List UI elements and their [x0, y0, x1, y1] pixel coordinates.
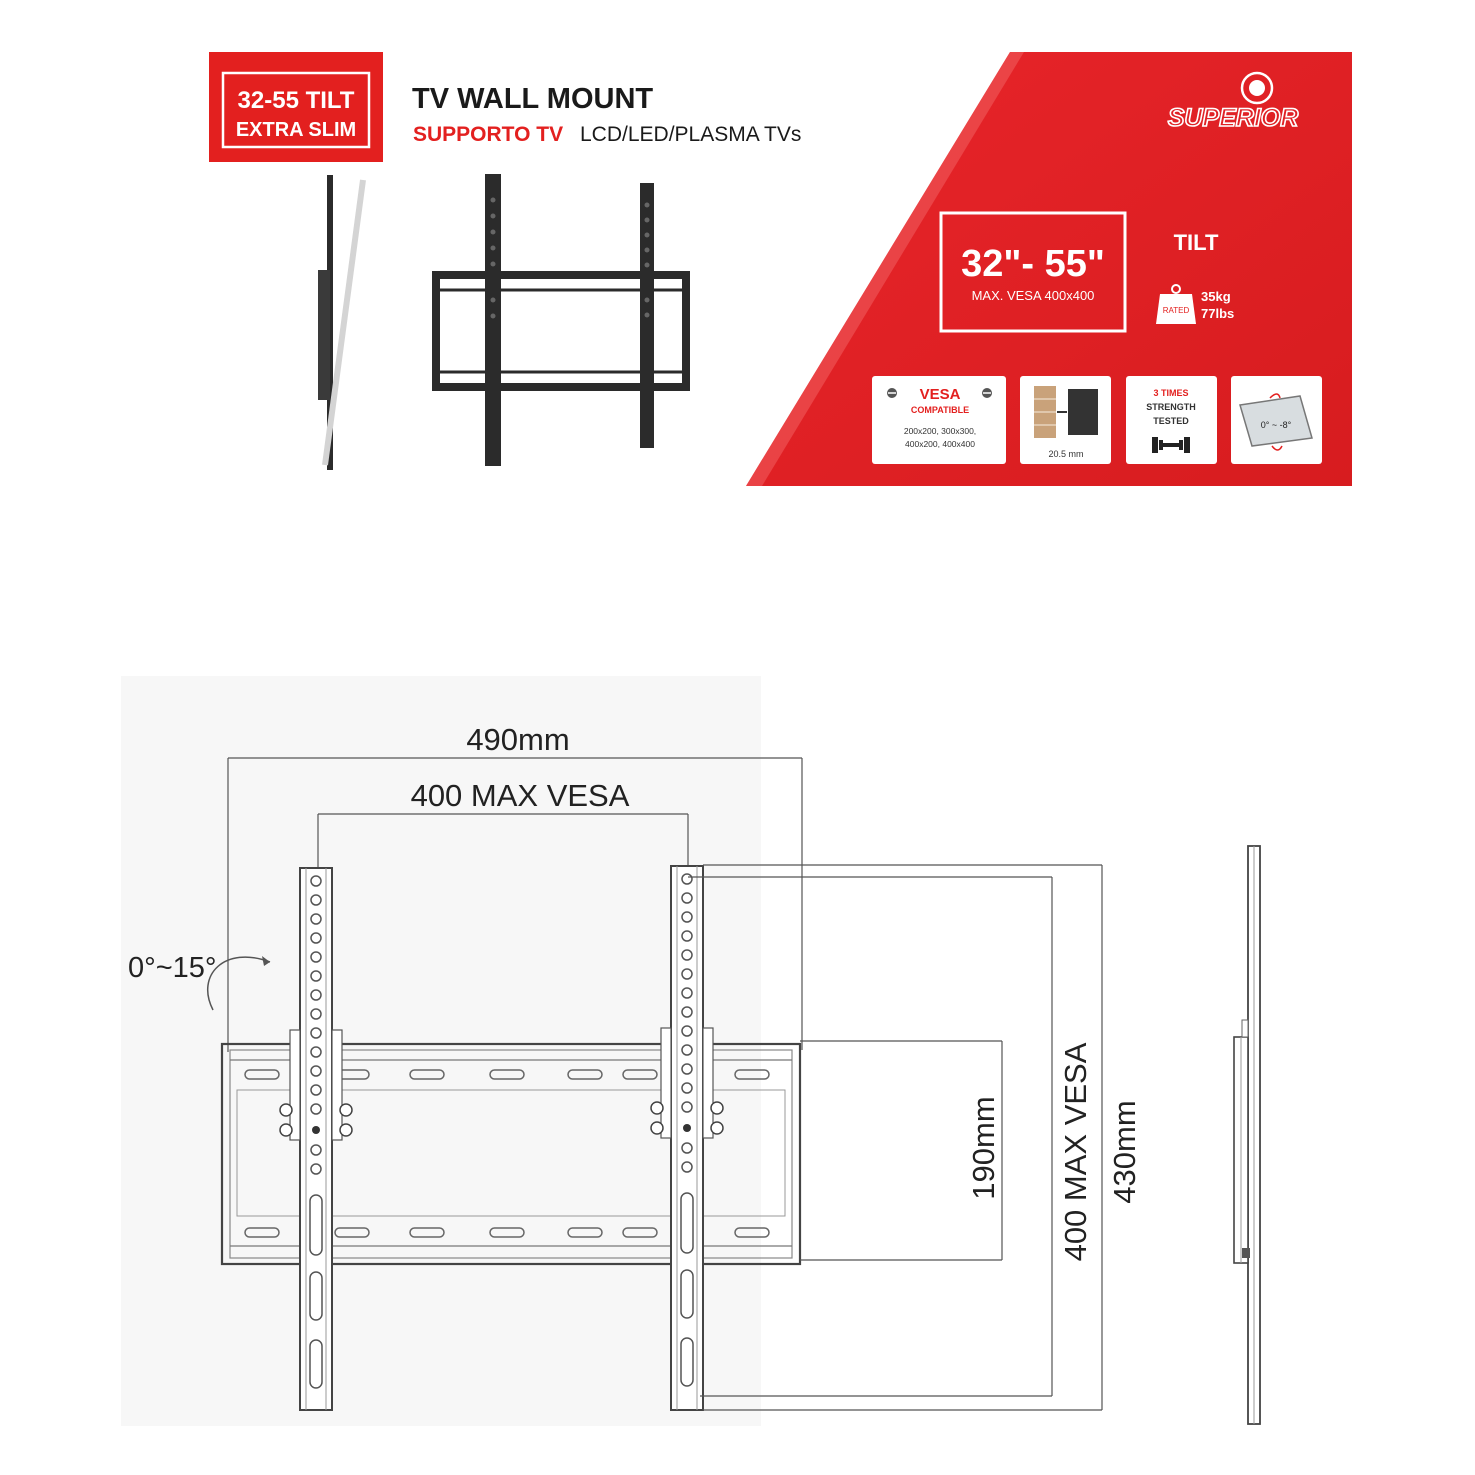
plate-height-label: 190mm	[966, 1096, 1001, 1200]
side-profile-image	[318, 175, 363, 470]
feature-card-profile	[1020, 376, 1111, 464]
badge-line1: 32-55 TILT	[237, 87, 355, 114]
strength-line1: 3 TIMES	[1153, 388, 1189, 398]
profile-depth: 20.5 mm	[1048, 449, 1084, 459]
vesa-width-label: 400 MAX VESA	[410, 778, 630, 813]
badge-line2: EXTRA SLIM	[235, 119, 357, 141]
screw-icon	[982, 388, 992, 398]
vesa-sizes-1: 200x200, 300x300,	[903, 426, 977, 436]
vesa-sizes-2: 400x200, 400x400	[905, 439, 975, 449]
product-badge	[209, 52, 383, 162]
max-vesa: MAX. VESA 400x400	[971, 288, 1095, 303]
brand-name: SUPERIOR	[1167, 104, 1299, 132]
banner	[209, 52, 1352, 486]
strength-line2: STRENGTH	[1146, 402, 1196, 412]
front-product-image	[436, 174, 686, 466]
vesa-sub: COMPATIBLE	[910, 405, 970, 415]
tilt-label: 0°~15°	[128, 952, 217, 984]
height-label: 430mm	[1107, 1100, 1142, 1204]
screw-icon	[887, 388, 897, 398]
load-tag: RATED	[1162, 306, 1190, 315]
load-lbs: 77lbs	[1201, 306, 1235, 321]
tv-panel-icon	[1068, 389, 1098, 435]
width-label: 490mm	[466, 722, 570, 757]
subtitle-red: SUPPORTO TV	[413, 123, 564, 146]
feature-card-vesa	[872, 376, 1006, 464]
feature-card-tilt	[1231, 376, 1322, 464]
vesa-title: VESA	[919, 386, 961, 403]
feature-card-strength	[1126, 376, 1217, 464]
mount-type: TILT	[1173, 230, 1219, 255]
size-range: 32"- 55"	[961, 243, 1105, 285]
page-title: TV WALL MOUNT	[412, 83, 654, 115]
vesa-height-label: 400 MAX VESA	[1058, 1042, 1093, 1262]
subtitle-dark: LCD/LED/PLASMA TVs	[580, 123, 802, 146]
brick-wall-icon	[1034, 386, 1056, 438]
side-view	[1234, 846, 1260, 1424]
tilt-range: 0° ~ -8°	[1260, 420, 1292, 430]
strength-line3: TESTED	[1153, 416, 1189, 426]
load-kg: 35kg	[1201, 289, 1231, 304]
technical-drawing	[121, 676, 1260, 1426]
